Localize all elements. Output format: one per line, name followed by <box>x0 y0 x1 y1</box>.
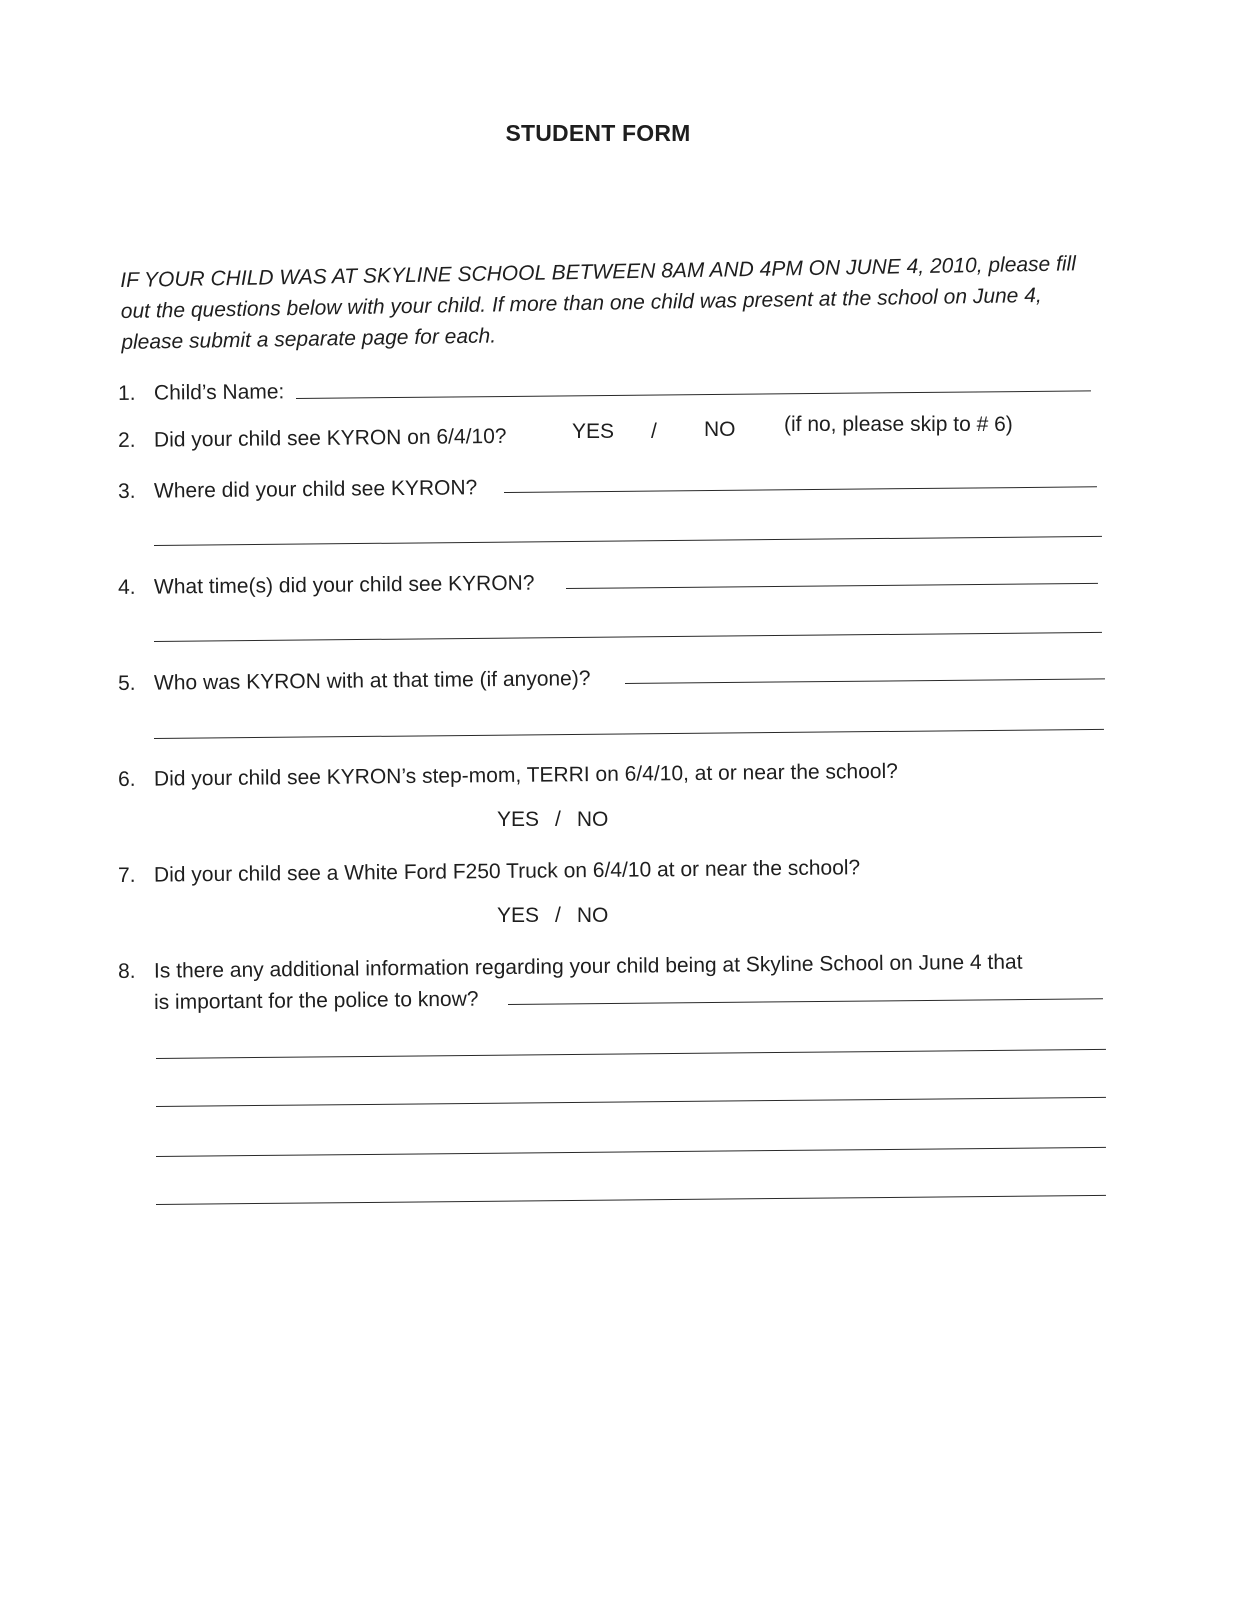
form-title: STUDENT FORM <box>505 120 691 146</box>
question-5 <box>118 665 591 698</box>
question-text: Did your child see KYRON’s step-mom, TERRI on 6/4/10, at or near the school? <box>153 759 898 791</box>
form-instructions: IF YOUR CHILD WAS AT SKYLINE SCHOOL BETWEEN 8AM AND 4PM ON JUNE 4, 2010, please fill out the questions below with your child. If more than one child was present at the school on June 4, please submit a separate page for each. <box>120 252 1077 354</box>
question-number: 8. <box>117 959 136 983</box>
question-text: Who was KYRON with at that time (if anyone)? <box>153 667 591 695</box>
question-8-continued <box>154 986 479 1017</box>
q6-no-option[interactable]: NO <box>576 808 609 831</box>
question-text: Did your child see KYRON on 6/4/10? <box>153 424 507 452</box>
question-number: 5. <box>117 671 136 695</box>
q7-yes-option[interactable]: YES <box>497 904 540 927</box>
q7-no-option[interactable]: NO <box>576 904 609 927</box>
question-text: Child’s Name: <box>153 380 285 405</box>
question-text: Did your child see a White Ford F250 Truck on 6/4/10 at or near the school? <box>153 856 861 887</box>
question-text: Is there any additional information regarding your child being at Skyline School on June 4 that <box>153 950 1023 983</box>
question-8 <box>118 949 1023 986</box>
question-7 <box>118 854 860 890</box>
question-4 <box>118 570 535 602</box>
with-whom-field-line-1[interactable] <box>625 678 1105 684</box>
q7-yes-no <box>497 904 608 928</box>
q6-slash: / <box>555 808 561 831</box>
q2-skip-note: (if no, please skip to # 6) <box>784 413 1013 436</box>
q2-no-option[interactable]: NO <box>704 418 736 441</box>
question-1 <box>118 378 285 408</box>
question-number: 1. <box>117 381 136 405</box>
question-number: 3. <box>117 479 136 503</box>
additional-info-field-line-3[interactable] <box>156 1097 1106 1107</box>
q2-yes-option[interactable]: YES <box>572 420 615 443</box>
time-seen-field-line-2[interactable] <box>154 632 1102 642</box>
additional-info-field-line-4[interactable] <box>156 1147 1106 1157</box>
question-text: is important for the police to know? <box>153 987 479 1014</box>
question-number: 2. <box>117 428 136 452</box>
question-number: 4. <box>117 575 136 599</box>
where-seen-field-line-2[interactable] <box>154 536 1102 546</box>
question-number: 7. <box>117 863 136 887</box>
additional-info-field-line-5[interactable] <box>156 1195 1106 1205</box>
additional-info-field-line-2[interactable] <box>156 1049 1106 1059</box>
time-seen-field-line-1[interactable] <box>566 583 1098 589</box>
where-seen-field-line-1[interactable] <box>504 486 1097 493</box>
q2-slash: / <box>651 420 657 443</box>
with-whom-field-line-2[interactable] <box>154 729 1104 739</box>
q6-yes-option[interactable]: YES <box>497 808 540 831</box>
additional-info-field-line-1[interactable] <box>508 998 1103 1005</box>
childs-name-field[interactable] <box>296 390 1091 399</box>
q7-slash: / <box>555 904 561 927</box>
q6-yes-no <box>497 808 608 832</box>
question-number: 6. <box>117 767 136 791</box>
question-text: Where did your child see KYRON? <box>153 476 478 503</box>
question-2 <box>118 423 507 455</box>
question-6 <box>118 758 898 794</box>
question-3 <box>118 474 478 506</box>
question-text: What time(s) did your child see KYRON? <box>153 571 535 599</box>
